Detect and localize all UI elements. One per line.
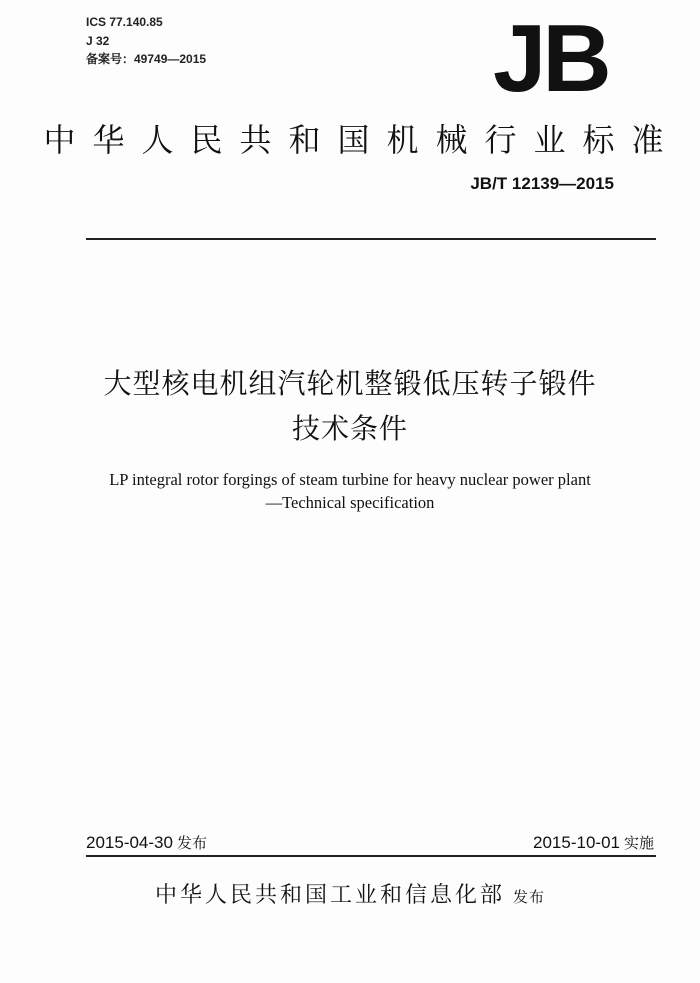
publisher xyxy=(0,878,700,909)
bottom-divider xyxy=(86,855,656,857)
jb-logo: JB xyxy=(493,5,608,112)
implementation-date xyxy=(533,832,654,853)
issue-date xyxy=(86,832,207,853)
standard-number: JB/T 12139—2015 xyxy=(470,174,614,193)
title-english-line1: LP integral rotor forgings of steam turbine for heavy nuclear power plant xyxy=(109,470,591,489)
classification-code: J 32 xyxy=(86,34,110,48)
title-chinese-line1: 大型核电机组汽轮机整锻低压转子锻件 xyxy=(103,367,597,400)
publisher-suffix: 发布 xyxy=(513,888,546,906)
issue-date-value: 2015-04-30 xyxy=(86,833,173,852)
publisher-name: 中华人民共和国工业和信息化部 xyxy=(154,883,505,908)
ics-code: ICS 77.140.85 xyxy=(86,15,163,29)
issue-label: 发布 xyxy=(176,834,207,852)
top-divider xyxy=(86,238,656,240)
implementation-label: 实施 xyxy=(623,834,654,852)
title-chinese-line2: 技术条件 xyxy=(291,412,408,445)
record-number: 备案号：49749—2015 xyxy=(86,52,207,66)
implementation-date-value: 2015-10-01 xyxy=(533,833,620,852)
standard-category-title: 中华人民共和国机械行业标准 xyxy=(43,121,681,159)
title-english-line2: —Technical specification xyxy=(265,493,435,512)
